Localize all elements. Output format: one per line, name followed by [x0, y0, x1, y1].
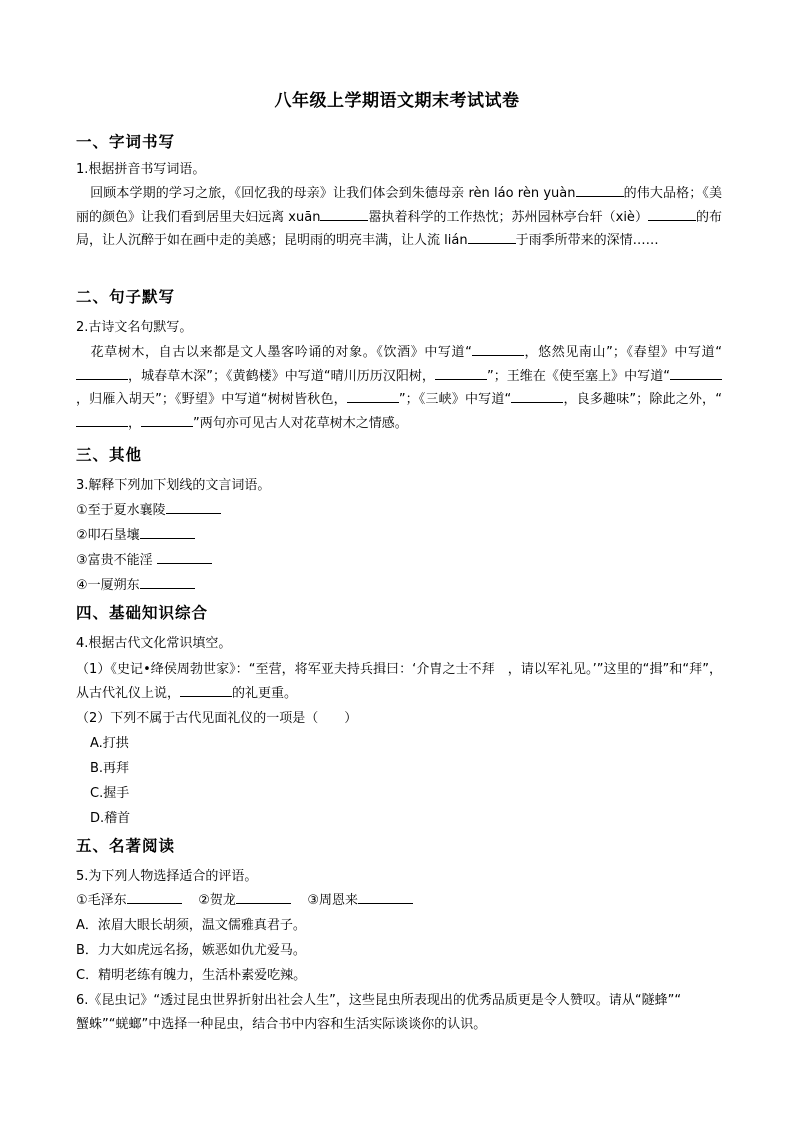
q1-blank-2[interactable]: [320, 208, 368, 221]
q1-text-1: 回顾本学期的学习之旅，《回忆我的母亲》让我们体会到朱德母亲 rèn láo rèn yuàn: [90, 186, 576, 201]
q4-option-d[interactable]: D.稽首: [90, 811, 131, 826]
q5-person-1: ①毛泽东: [76, 893, 127, 908]
q2-blank-8[interactable]: [141, 414, 193, 427]
q2-text-7: ，良多趣味”；除此之外，“: [563, 392, 722, 408]
q3-item-3: ③富贵不能淫: [76, 551, 212, 571]
q4-option-b[interactable]: B.再拜: [90, 761, 130, 776]
section-heading-4: 四、基础知识综合: [76, 604, 209, 622]
q1-passage: [76, 182, 722, 253]
q2-blank-1[interactable]: [472, 343, 524, 356]
q5-stem: 5.为下列人物选择适合的评语。: [76, 869, 258, 884]
q1-text-5: 于雨季所带来的深情……: [515, 233, 659, 249]
q4-option-c[interactable]: C.握手: [90, 786, 130, 801]
q5-blank-2[interactable]: [236, 891, 291, 904]
q2-stem: 2.古诗文名句默写。: [76, 320, 193, 335]
q2-text-2: ，悠然见南山”；《春望》中写道“: [523, 345, 722, 360]
q5-blank-3[interactable]: [358, 891, 413, 904]
q3-item-2: ②叩石垦壤: [76, 526, 195, 546]
q2-text-8: ，: [128, 416, 142, 432]
q2-blank-5[interactable]: [347, 390, 399, 403]
q1-text-3: 嚣执着科学的工作热忱；苏州园林亭台轩（xiè）: [368, 209, 648, 225]
q2-text-9: ”两句亦可见古人对花草树木之情感。: [193, 416, 408, 432]
section-heading-3: 三、其他: [76, 446, 143, 464]
q1-text-4: 的布局，让人沉醉于如在画中走的美感；昆明雨的明亮丰满，让人流 lián: [76, 209, 722, 249]
section-heading-2: 二、句子默写: [76, 288, 176, 306]
q2-blank-4[interactable]: [670, 367, 722, 380]
q5-people: [76, 891, 413, 911]
q2-blank-6[interactable]: [511, 390, 563, 403]
q2-text-5: ，归雁入胡天”；《野望》中写道“树树皆秋色，: [76, 392, 347, 408]
q3-blank-2[interactable]: [140, 526, 195, 539]
q2-text-3: ，城春草木深”；《黄鹤楼》中写道“晴川历历汉阳树，: [128, 368, 435, 384]
q1-blank-3[interactable]: [648, 208, 696, 221]
q3-item-4: ④一厦朔东: [76, 576, 195, 596]
q2-text-4: ”；王维在《使至塞上》中写道“: [486, 368, 670, 384]
q3-blank-4[interactable]: [140, 576, 195, 589]
q2-blank-7[interactable]: [76, 414, 128, 427]
q6-line-1: 6.《昆虫记》“透过昆虫世界折射出社会人生”，这些昆虫所表现出的优秀品质更是令人赞叹。请从“隧蜂”“: [76, 993, 682, 1008]
q3-item-1: ①至于夏水襄陵: [76, 501, 221, 521]
q4-part-2: （2）下列不属于古代见面礼仪的一项是（ ）: [76, 711, 358, 726]
q5-person-3: ③周恩来: [307, 893, 359, 908]
q2-text-1: 花草树木，自古以来都是文人墨客吟诵的对象。《饮酒》中写道“: [90, 345, 472, 360]
q4-option-a[interactable]: A.打拱: [90, 736, 129, 751]
q2-passage: [76, 341, 722, 436]
q1-text-2: 的伟大品格；《美丽的颜色》让我们看到居里夫妇远离 xuān: [76, 186, 722, 225]
q5-choice-c: C．精明老练有魄力，生活朴素爱吃辣。: [76, 968, 307, 983]
q6-line-2: 蟹蛛”“蜣螂”中选择一种昆虫，结合书中内容和生活实际谈谈你的认识。: [76, 1017, 487, 1032]
q2-text-6: ”；《三峡》中写道“: [398, 392, 512, 408]
q4-part-1: （1）《史记•绛侯周勃世家》：“至营，将军亚夫持兵揖曰：‘介胄之士不拜 ，请以军礼见。’”这里的“揖”和“拜”，从古代礼仪上说， 的礼更重。: [76, 662, 722, 701]
exam-title: 八年级上学期语文期末考试试卷: [274, 91, 520, 111]
q4-stem: 4.根据古代文化常识填空。: [76, 636, 232, 651]
section-heading-5: 五、名著阅读: [76, 837, 176, 855]
q5-choice-a: A．浓眉大眼长胡须，温文儒雅真君子。: [76, 918, 306, 933]
q1-blank-1[interactable]: [576, 184, 624, 197]
q5-person-2: ②贺龙: [198, 893, 236, 908]
q5-blank-1[interactable]: [127, 891, 182, 904]
q3-stem: 3.解释下列加下划线的文言词语。: [76, 478, 271, 493]
q2-blank-2[interactable]: [76, 367, 128, 380]
q1-stem: 1.根据拼音书写词语。: [76, 162, 206, 177]
q1-blank-4[interactable]: [468, 231, 516, 244]
q3-blank-1[interactable]: [166, 501, 221, 514]
q3-blank-3[interactable]: [157, 551, 212, 564]
section-heading-1: 一、字词书写: [76, 133, 176, 151]
q2-blank-3[interactable]: [435, 367, 487, 380]
q5-choice-b: B．力大如虎远名扬，嫉恶如仇尤爱马。: [76, 943, 306, 958]
q4-blank-1[interactable]: [180, 684, 232, 697]
